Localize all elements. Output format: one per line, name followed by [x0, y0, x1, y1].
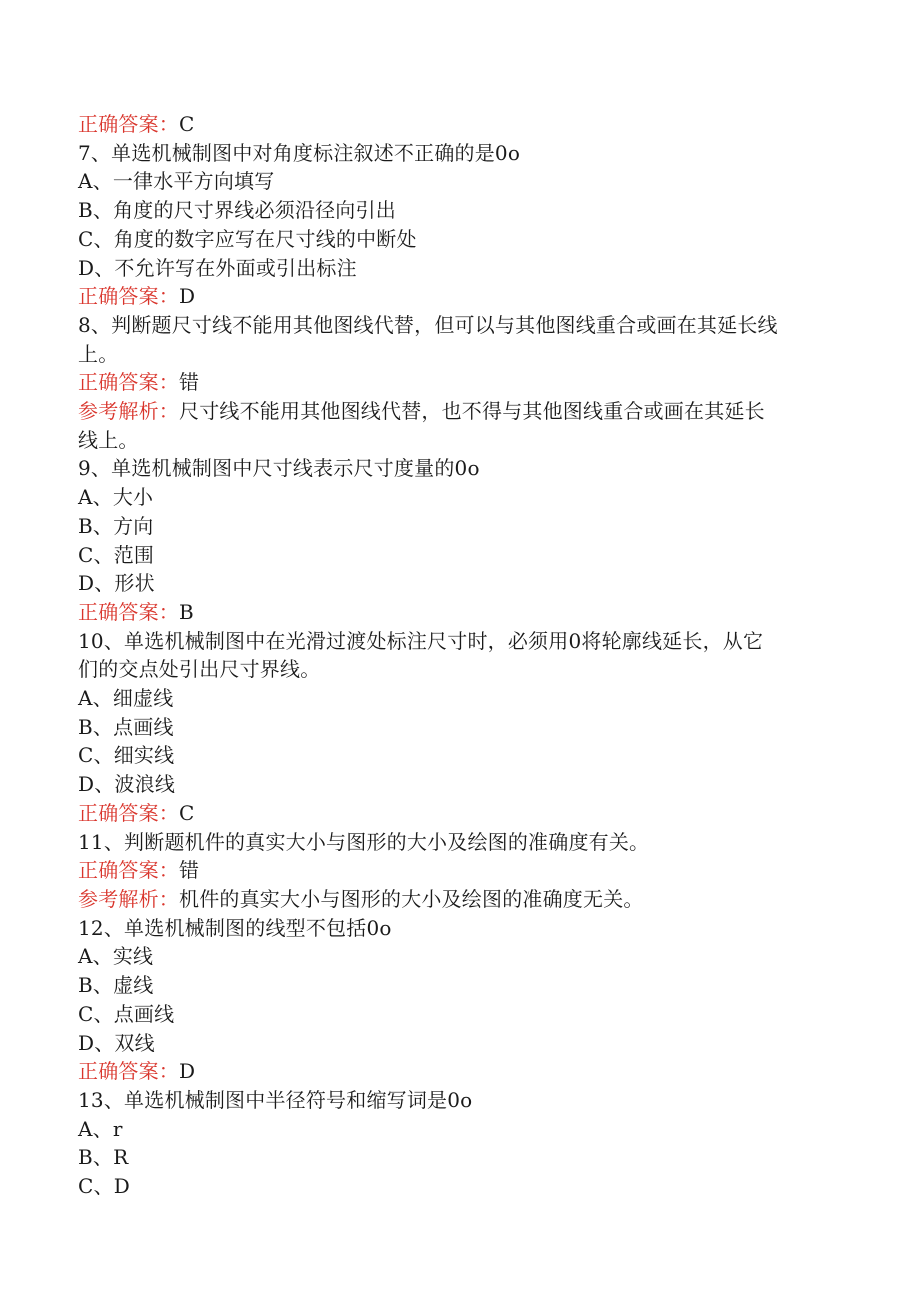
answer-label: 正确答案：	[78, 858, 179, 883]
answer-value: 错	[179, 370, 200, 395]
question-7-option-a: A、一律水平方向填写	[78, 169, 275, 194]
answer-label: 正确答案：	[78, 284, 179, 309]
question-7-option-c: C、角度的数字应写在尺寸线的中断处	[78, 226, 417, 251]
question-12-stem: 12、单选机械制图的线型不包括0o	[78, 915, 392, 940]
question-9-stem: 9、单选机械制图中尺寸线表示尺寸度量的0o	[78, 456, 480, 481]
question-7-option-b: B、角度的尺寸界线必须沿径向引出	[78, 198, 396, 223]
question-7-option-d: D、不允许写在外面或引出标注	[78, 255, 357, 280]
question-10-option-d: D、波浪线	[78, 772, 176, 797]
answer-label: 正确答案：	[78, 800, 179, 825]
question-12-option-d: D、双线	[78, 1030, 155, 1055]
answer-line-q7	[78, 282, 838, 311]
question-11-stem: 11、判断题机件的真实大小与图形的大小及绘图的准确度有关。	[78, 829, 650, 854]
question-10-option-b: B、点画线	[78, 714, 174, 739]
analysis-text: 尺寸线不能用其他图线代替，也不得与其他图线重合或画在其延长	[179, 399, 765, 424]
answer-line-q8	[78, 368, 838, 397]
answer-line-q6	[78, 110, 838, 139]
question-10-stem-line-1: 10、单选机械制图中在光滑过渡处标注尺寸时，必须用0将轮廓线延长，从它	[78, 628, 764, 653]
document-page	[78, 110, 838, 1201]
question-9-option-d: D、形状	[78, 571, 155, 596]
answer-value: D	[179, 1059, 196, 1084]
question-10-option-c: C、细实线	[78, 743, 175, 768]
question-12-option-a: A、实线	[78, 944, 154, 969]
answer-line-q9	[78, 598, 838, 627]
analysis-text: 机件的真实大小与图形的大小及绘图的准确度无关。	[179, 886, 644, 911]
question-13-option-a: A、r	[78, 1116, 123, 1141]
answer-line-q12	[78, 1057, 838, 1086]
answer-label: 正确答案：	[78, 370, 179, 395]
question-13-stem: 13、单选机械制图中半径符号和缩写词是0o	[78, 1087, 473, 1112]
question-7-stem: 7、单选机械制图中对角度标注叙述不正确的是0o	[78, 140, 521, 165]
question-13-option-c: C、D	[78, 1174, 130, 1199]
question-10-option-a: A、细虚线	[78, 686, 174, 711]
answer-value: 错	[179, 858, 200, 883]
analysis-label: 参考解析：	[78, 399, 179, 424]
question-13-option-b: B、R	[78, 1145, 129, 1170]
answer-value: C	[179, 112, 195, 136]
answer-line-q11	[78, 856, 838, 885]
answer-label: 正确答案：	[78, 112, 179, 136]
question-12-option-c: C、点画线	[78, 1001, 175, 1026]
question-9-option-a: A、大小	[78, 485, 154, 510]
analysis-label: 参考解析：	[78, 886, 179, 911]
question-12-option-b: B、虚线	[78, 973, 154, 998]
question-10-stem-line-2: 们的交点处引出尺寸界线。	[78, 657, 321, 682]
answer-value: C	[179, 800, 195, 825]
answer-label: 正确答案：	[78, 599, 179, 624]
answer-line-q10	[78, 799, 838, 828]
answer-label: 正确答案：	[78, 1059, 179, 1084]
analysis-line-q11	[78, 885, 838, 914]
analysis-line-q8-continued: 线上。	[78, 427, 139, 452]
answer-value: B	[179, 599, 194, 624]
answer-value: D	[179, 284, 196, 309]
question-8-stem-line-2: 上。	[78, 341, 119, 366]
question-9-option-b: B、方向	[78, 513, 154, 538]
question-8-stem-line-1: 8、判断题尺寸线不能用其他图线代替，但可以与其他图线重合或画在其延长线	[78, 312, 778, 337]
analysis-line-q8	[78, 397, 838, 426]
question-9-option-c: C、范围	[78, 542, 155, 567]
